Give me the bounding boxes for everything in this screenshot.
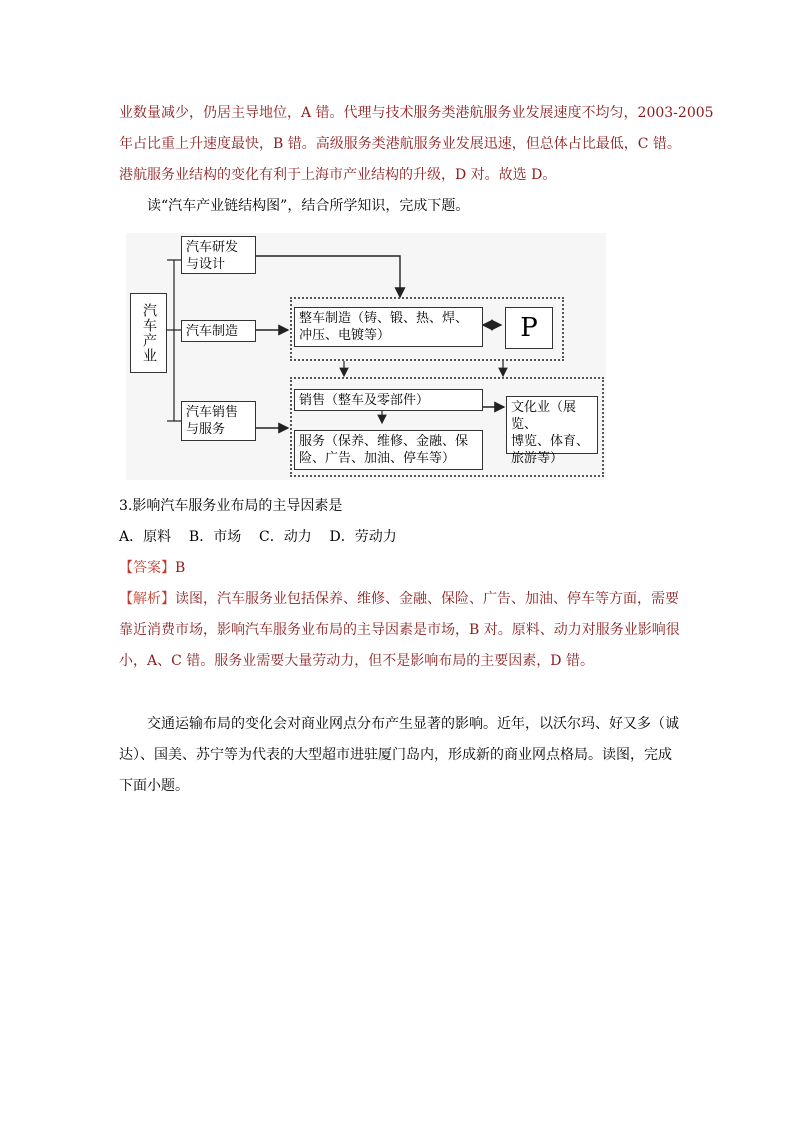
next-line-3: 下面小题。 xyxy=(119,778,189,794)
intro-paragraph xyxy=(119,98,714,191)
next-paragraph xyxy=(119,709,679,802)
sales-line-2: 与服务 xyxy=(186,422,226,437)
rd-line-2: 与设计 xyxy=(186,257,226,272)
answer-line xyxy=(119,553,679,584)
intro-line-2: 年占比重上升速度最快，B 错。高级服务类港航服务业发展迅速，但总体占比最低，C 错。 xyxy=(119,136,681,152)
service-box xyxy=(294,430,483,470)
service-line-2: 险、广告、加油、停车等） xyxy=(299,451,456,466)
intro-line-1: 业数量减少，仍居主导地位，A 错。代理与技术服务类港航服务业发展速度不均匀，2003-2005 xyxy=(119,105,714,121)
next-line-1: 交通运输布局的变化会对商业网点分布产生显著的影响。近年，以沃尔玛、好又多（诚 xyxy=(147,716,679,732)
intro-line-3: 港航服务业结构的变化有利于上海市产业结构的升级，D 对。故选 D。 xyxy=(119,167,557,183)
p-box: P xyxy=(505,307,553,349)
sales-service-box xyxy=(181,401,256,441)
question-stem: 3.影响汽车服务业布局的主导因素是 xyxy=(119,498,343,514)
culture-line-1: 文化业（展览、 xyxy=(511,400,577,432)
culture-line-3: 旅游等） xyxy=(511,451,564,466)
rd-line-1: 汽车研发 xyxy=(186,240,239,255)
vehicle-line-2: 冲压、电镀等） xyxy=(299,328,391,343)
analysis-line-2: 靠近消费市场，影响汽车服务业布局的主导因素是市场，B 对。原料、动力对服务业影响很 xyxy=(119,622,680,638)
prompt-paragraph xyxy=(119,191,679,222)
answer-label: 【答案】 xyxy=(119,560,175,576)
question-block xyxy=(119,491,679,584)
analysis-text-1: 读图，汽车服务业包括保养、维修、金融、保险、广告、加油、停车等方面，需要 xyxy=(175,591,679,607)
next-line-2: 达）、国美、苏宁等为代表的大型超市进驻厦门岛内，形成新的商业网点格局。读图，完成 xyxy=(119,747,672,763)
root-box: 汽车产业 xyxy=(130,293,167,373)
vehicle-manufacturing-box xyxy=(294,307,483,347)
prompt-text: 读“汽车产业链结构图”，结合所学知识，完成下题。 xyxy=(147,198,470,214)
answer-value: B xyxy=(175,560,186,576)
manufacturing-box: 汽车制造 xyxy=(181,320,256,342)
culture-box xyxy=(506,396,598,466)
service-line-1: 服务（保养、维修、金融、保 xyxy=(299,434,469,449)
sales-parts-box: 销售（整车及零部件） xyxy=(294,389,483,411)
auto-industry-chain-diagram xyxy=(126,233,606,480)
analysis-block xyxy=(119,584,679,677)
analysis-line-3: 小，A、C 错。服务业需要大量劳动力，但不是影响布局的主要因素，D 错。 xyxy=(119,653,594,669)
question-options: A．原料 B．市场 C．动力 D．劳动力 xyxy=(119,529,397,545)
analysis-label: 【解析】 xyxy=(119,591,175,607)
analysis-line-1 xyxy=(119,584,679,615)
culture-line-2: 博览、体育、 xyxy=(511,434,590,449)
vehicle-line-1: 整车制造（铸、锻、热、焊、 xyxy=(299,311,469,326)
sales-line-1: 汽车销售 xyxy=(186,405,239,420)
rd-design-box xyxy=(181,236,256,274)
